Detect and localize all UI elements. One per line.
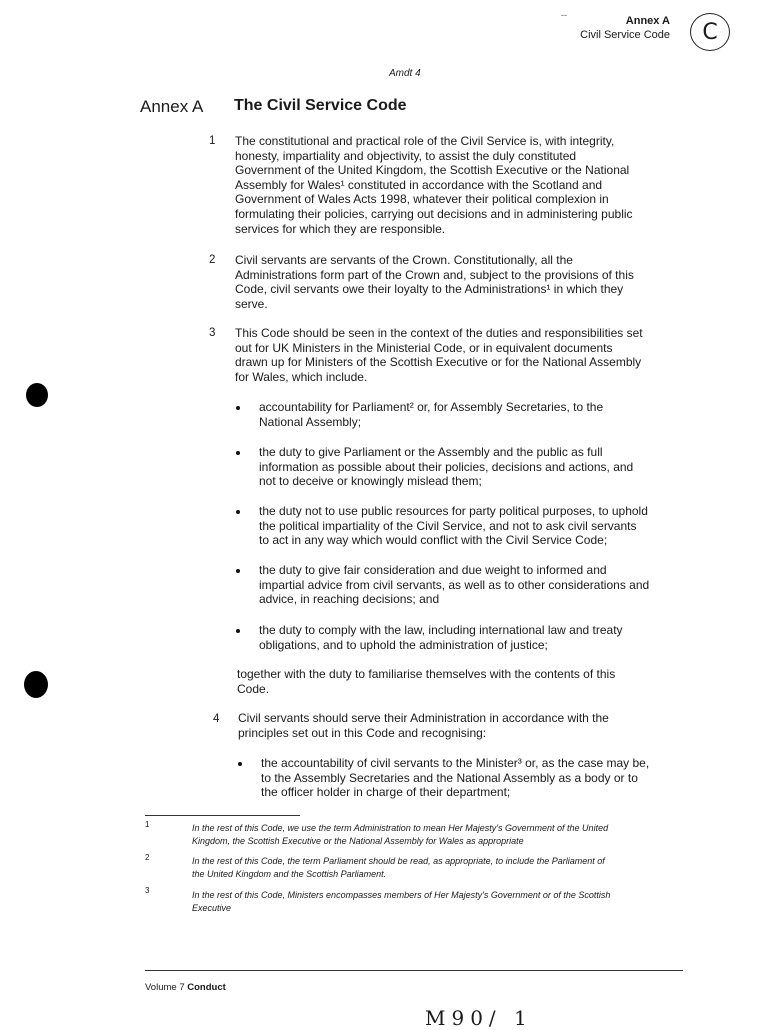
footnote-number: 3 — [145, 886, 150, 895]
bullet-icon — [236, 510, 240, 514]
text-line: Kingdom, the Scottish Executive or the National Assembly for Wales as appropriate — [192, 835, 524, 846]
footnote-2 — [192, 855, 682, 880]
text-line: the duty to comply with the law, including international law and treaty — [259, 623, 623, 637]
para-number: 2 — [209, 254, 216, 266]
text-line: the officer holder in charge of their department; — [261, 785, 511, 800]
list-item-text — [261, 756, 686, 800]
text-line: to the Assembly Secretaries and the National Assembly as a body or to — [261, 770, 638, 785]
text-line: The constitutional and practical role of the Civil Service is, with integrity, — [235, 134, 615, 148]
text-line: the political impartiality of the Civil Service, and not to ask civil servants — [259, 518, 637, 533]
text-line: for Wales, which include. — [235, 369, 368, 384]
footer-divider — [145, 970, 683, 971]
header-code: Civil Service Code — [580, 29, 670, 41]
annex-label: Annex A — [140, 97, 204, 116]
list-item-text — [259, 445, 684, 489]
bullet-icon — [238, 762, 242, 766]
circled-c-stamp — [690, 13, 730, 51]
text-line: impartial advice from civil servants, as well as to other considerations and — [259, 577, 650, 592]
para-number: 4 — [213, 713, 220, 725]
bullet-icon — [236, 406, 240, 410]
text-line: Code. — [237, 681, 270, 696]
text-line: In the rest of this Code, the term Parliament should be read, as appropriate, to include the Parliament of — [192, 856, 605, 866]
text-line: National Assembly; — [259, 414, 362, 429]
paragraph-3 — [235, 326, 685, 384]
footer-volume — [145, 982, 226, 993]
text-line: the United Kingdom and the Scottish Parliament. — [192, 868, 387, 879]
text-line: Assembly for Wales¹ constituted in accordance with the Scotland and — [235, 177, 603, 192]
stamp-mark: -- — [561, 10, 567, 20]
paragraph-1 — [235, 134, 685, 236]
text-line: obligations, and to uphold the administration of justice; — [259, 637, 548, 652]
footnote-3 — [192, 889, 682, 914]
paragraph-4 — [238, 711, 688, 740]
text-line: serve. — [235, 296, 268, 311]
text-line: Executive — [192, 902, 232, 913]
bullet-icon — [236, 569, 240, 573]
paragraph-2 — [235, 253, 685, 311]
list-item-text — [259, 623, 684, 652]
list-item-text — [259, 504, 684, 548]
text-line: formulating their policies, carrying out decisions and in administering public — [235, 206, 633, 221]
para-number: 1 — [209, 135, 216, 147]
text-line: information as possible about their policies, decisions and actions, and — [259, 459, 634, 474]
para-number: 3 — [209, 327, 216, 339]
bullet-icon — [236, 629, 240, 633]
footer-section: Conduct — [187, 982, 226, 993]
text-line: Government of the United Kingdom, the Scottish Executive or the National — [235, 163, 630, 178]
text-line: Civil servants should serve their Administration in accordance with the — [238, 711, 609, 725]
text-line: the accountability of civil servants to the Minister³ or, as the case may be, — [261, 756, 650, 770]
text-line: the duty to give Parliament or the Assembly and the public as full — [259, 445, 603, 459]
list-item-text — [259, 400, 684, 429]
text-line: This Code should be seen in the context of the duties and responsibilities set — [235, 326, 643, 340]
text-line: advice, in reaching decisions; and — [259, 592, 440, 607]
text-line: drawn up for Ministers of the Scottish Executive or for the National Assembly — [235, 355, 642, 370]
text-line: honesty, impartiality and objectivity, to assist the duly constituted — [235, 148, 577, 163]
text-line: In the rest of this Code, we use the term Administration to mean Her Majesty's Government of the United — [192, 823, 609, 833]
text-line: In the rest of this Code, Ministers encompasses members of Her Majesty's Government or of the Scottish — [192, 890, 611, 900]
text-line: Government of Wales Acts 1998, whatever their political complexion in — [235, 192, 609, 207]
text-line: together with the duty to familiarise themselves with the contents of this — [237, 667, 616, 681]
list-item-text — [259, 563, 684, 607]
text-line: out for UK Ministers in the Ministerial Code, or in equivalent documents — [235, 340, 613, 355]
header-annex: Annex A — [625, 15, 670, 27]
text-line: Code, civil servants owe their loyalty to the Administrations¹ in which they — [235, 282, 624, 297]
text-line: principles set out in this Code and recognising: — [238, 725, 487, 740]
text-line: the duty to give fair consideration and due weight to informed and — [259, 563, 607, 577]
text-line: Administrations form part of the Crown and, subject to the provisions of this — [235, 267, 634, 282]
text-line: accountability for Parliament² or, for Assembly Secretaries, to the — [259, 400, 604, 414]
text-line: the duty not to use public resources for party political purposes, to uphold — [259, 504, 648, 518]
footnote-number: 2 — [145, 853, 150, 862]
stamp-letter: C — [702, 19, 718, 45]
bullet-icon — [236, 451, 240, 455]
text-line: services for which they are responsible. — [235, 221, 446, 236]
text-line: not to deceive or knowingly mislead them; — [259, 474, 482, 489]
footer-volume-number: Volume 7 — [145, 982, 185, 993]
footnote-number: 1 — [145, 820, 150, 829]
handwritten-mark: M90/ 1 — [425, 1006, 533, 1030]
closing-paragraph — [237, 667, 687, 696]
footnote-1 — [192, 822, 682, 847]
footnote-divider — [145, 815, 300, 816]
page-title: The Civil Service Code — [234, 97, 407, 114]
punch-hole-bottom — [24, 671, 48, 698]
text-line: to act in any way which would conflict with the Civil Service Code; — [259, 533, 608, 548]
text-line: Civil servants are servants of the Crown. Constitutionally, all the — [235, 253, 573, 267]
amendment-label: Amdt 4 — [389, 68, 421, 79]
punch-hole-top — [26, 383, 48, 407]
